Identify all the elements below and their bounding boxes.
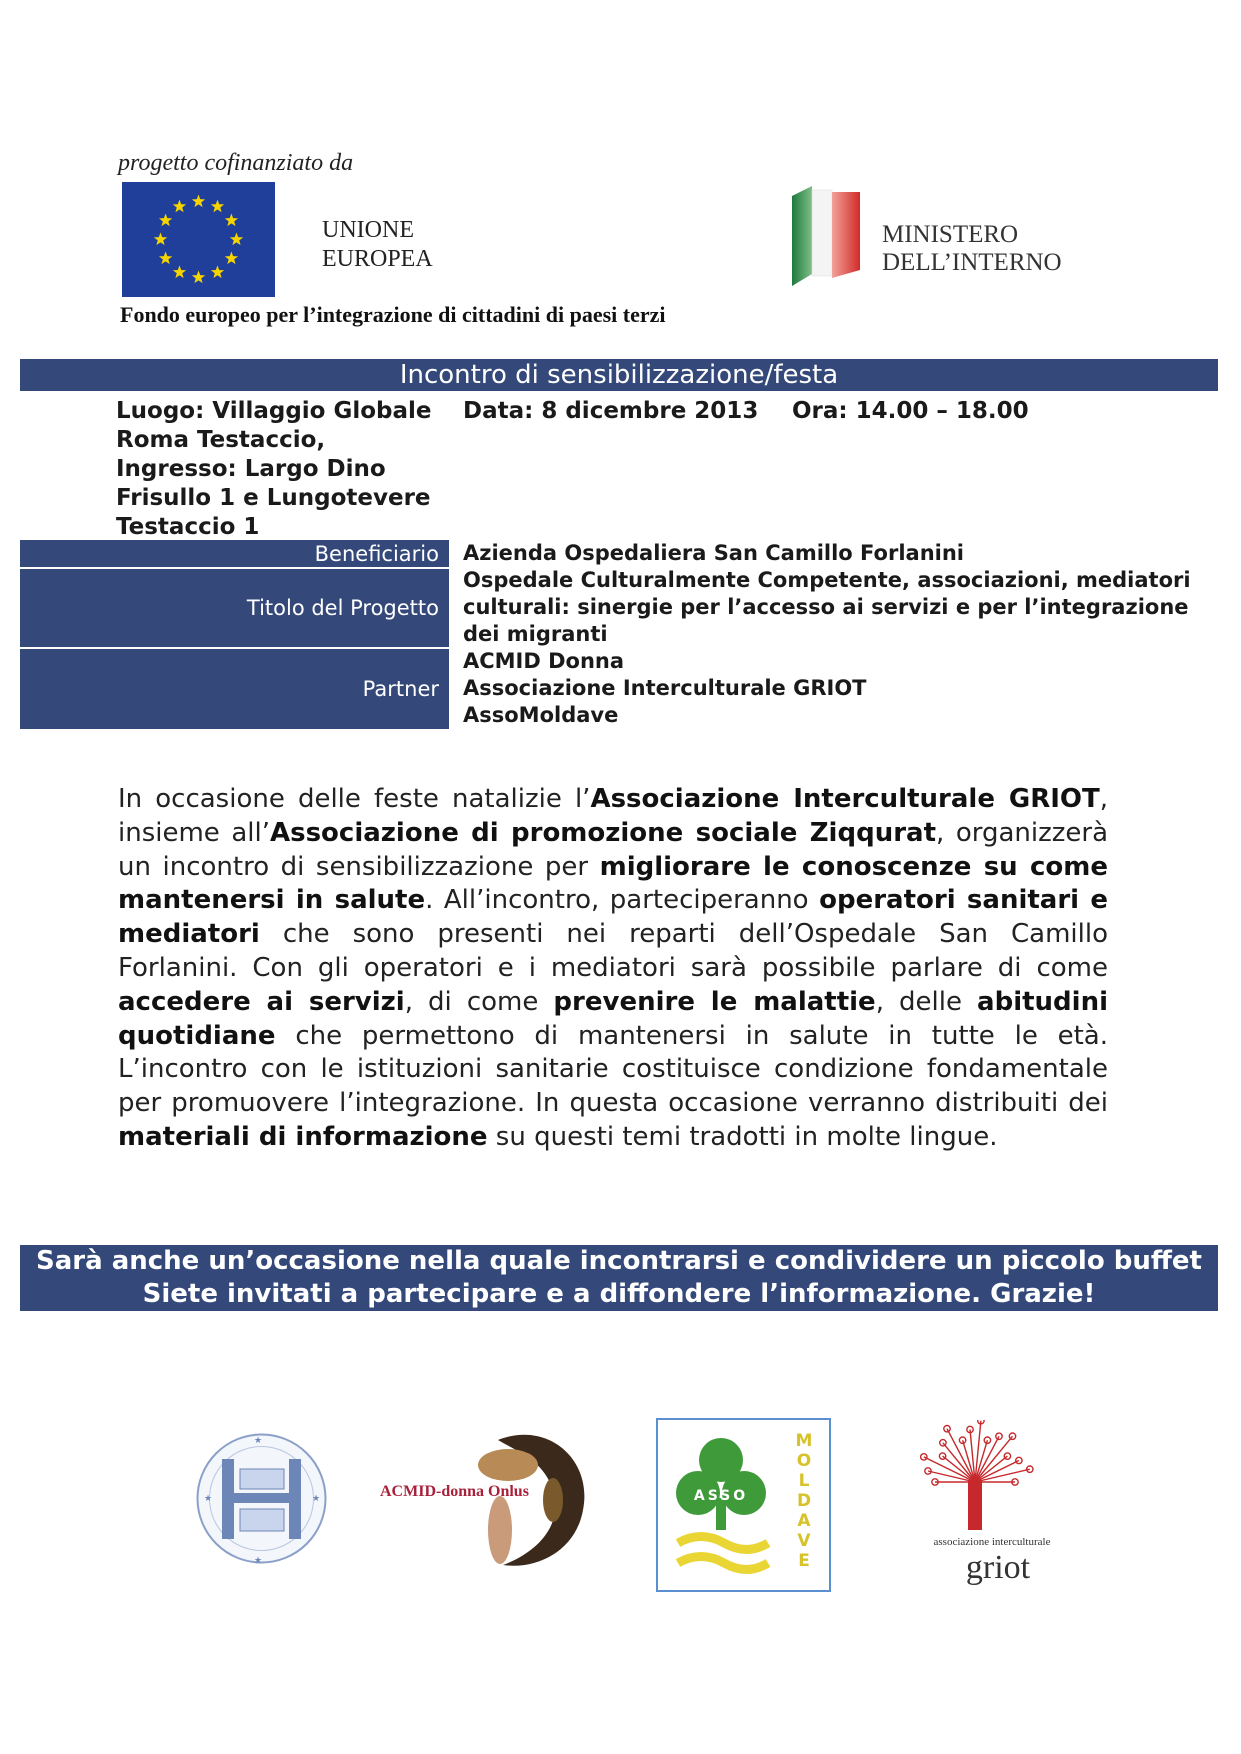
event-title: Incontro di sensibilizzazione/festa bbox=[399, 360, 839, 390]
ospedale-logo bbox=[194, 1431, 329, 1566]
ministry-logo bbox=[790, 186, 1070, 288]
partner-item: AssoMoldave bbox=[463, 703, 619, 727]
event-place: Luogo: Villaggio Globale Roma Testaccio, Ingresso: Largo Dino Frisullo 1 e Lungotevere Testaccio 1 bbox=[116, 398, 432, 540]
svg-text:★: ★ bbox=[254, 1556, 263, 1566]
griot-logo-subtext: associazione interculturale bbox=[933, 1536, 1051, 1548]
event-date: Data: 8 dicembre 2013 bbox=[463, 398, 759, 424]
griot-logo bbox=[920, 1420, 1060, 1590]
eu-name-line2: EUROPEA bbox=[322, 246, 433, 272]
body-paragraph: In occasione delle feste natalizie l’Associazione Interculturale GRIOT, insieme all’Associazione di promozione sociale Ziqqurat, organizzerà un incontro di sensibilizzazione per migliorare le conoscenze su come mantenersi in salute. All’incontro, parteciperanno operatori sanitari e mediatori che sono presenti nei reparti dell’Ospedale San Camillo Forlanini. Con gli operatori e i mediatori sarà possibile parlare di come accedere ai servizi, di come prevenire le malattie, delle abitudini quotidiane che permettono di mantenersi in salute in tutte le età. L’incontro con le istituzioni sanitarie costituisce condizione fondamentale per promuovere l’integrazione. In questa occasione verranno distribuiti dei materiali di informazione su questi temi tradotti in molte lingue. bbox=[118, 784, 1109, 1152]
partner-item: Associazione Interculturale GRIOT bbox=[463, 676, 867, 700]
event-time: Ora: 14.00 – 18.00 bbox=[792, 398, 1029, 424]
moldave-logo-text: M O L D A V E bbox=[795, 1431, 813, 1571]
cofinanced-label: progetto cofinanziato da bbox=[118, 150, 354, 176]
assomoldave-logo bbox=[656, 1418, 831, 1592]
invitation-line1: Sarà anche un’occasione nella quale incontrarsi e condividere un piccolo buffet bbox=[36, 1246, 1202, 1276]
ministry-line2: DELL’INTERNO bbox=[882, 249, 1062, 276]
svg-text:★: ★ bbox=[254, 1436, 263, 1446]
beneficiary-row bbox=[20, 540, 1218, 567]
griot-logo-text: griot bbox=[965, 1549, 1031, 1586]
partner-row bbox=[20, 649, 1218, 729]
project-title-row bbox=[20, 569, 1218, 647]
partner-label: Partner bbox=[20, 649, 449, 729]
project-title-value: Ospedale Culturalmente Competente, associazioni, mediatori culturali: sinergie per l’accesso ai servizi e per l’integrazione dei migranti bbox=[463, 568, 1191, 646]
invitation-bar bbox=[20, 1245, 1218, 1311]
event-title-bar bbox=[20, 359, 1218, 391]
acmid-logo bbox=[378, 1420, 608, 1580]
invitation-line2: Siete invitati a partecipare e a diffondere l’informazione. Grazie! bbox=[142, 1279, 1096, 1309]
eu-flag-logo bbox=[122, 182, 275, 297]
svg-text:★: ★ bbox=[312, 1494, 321, 1504]
partner-list bbox=[463, 648, 1203, 729]
eu-name-line1: UNIONE bbox=[322, 217, 414, 243]
beneficiary-label: Beneficiario bbox=[20, 540, 449, 567]
fund-name: Fondo europeo per l’integrazione di cittadini di paesi terzi bbox=[120, 302, 666, 327]
eu-name bbox=[322, 216, 433, 274]
acmid-logo-text: ACMID-donna Onlus bbox=[380, 1483, 529, 1500]
ministry-line1: MINISTERO bbox=[882, 221, 1019, 248]
partner-item: ACMID Donna bbox=[463, 649, 625, 673]
asso-logo-text: ASSO bbox=[693, 1488, 749, 1504]
beneficiary-value: Azienda Ospedaliera San Camillo Forlanini bbox=[463, 541, 964, 565]
project-title-label: Titolo del Progetto bbox=[20, 569, 449, 647]
svg-text:★: ★ bbox=[204, 1494, 213, 1504]
